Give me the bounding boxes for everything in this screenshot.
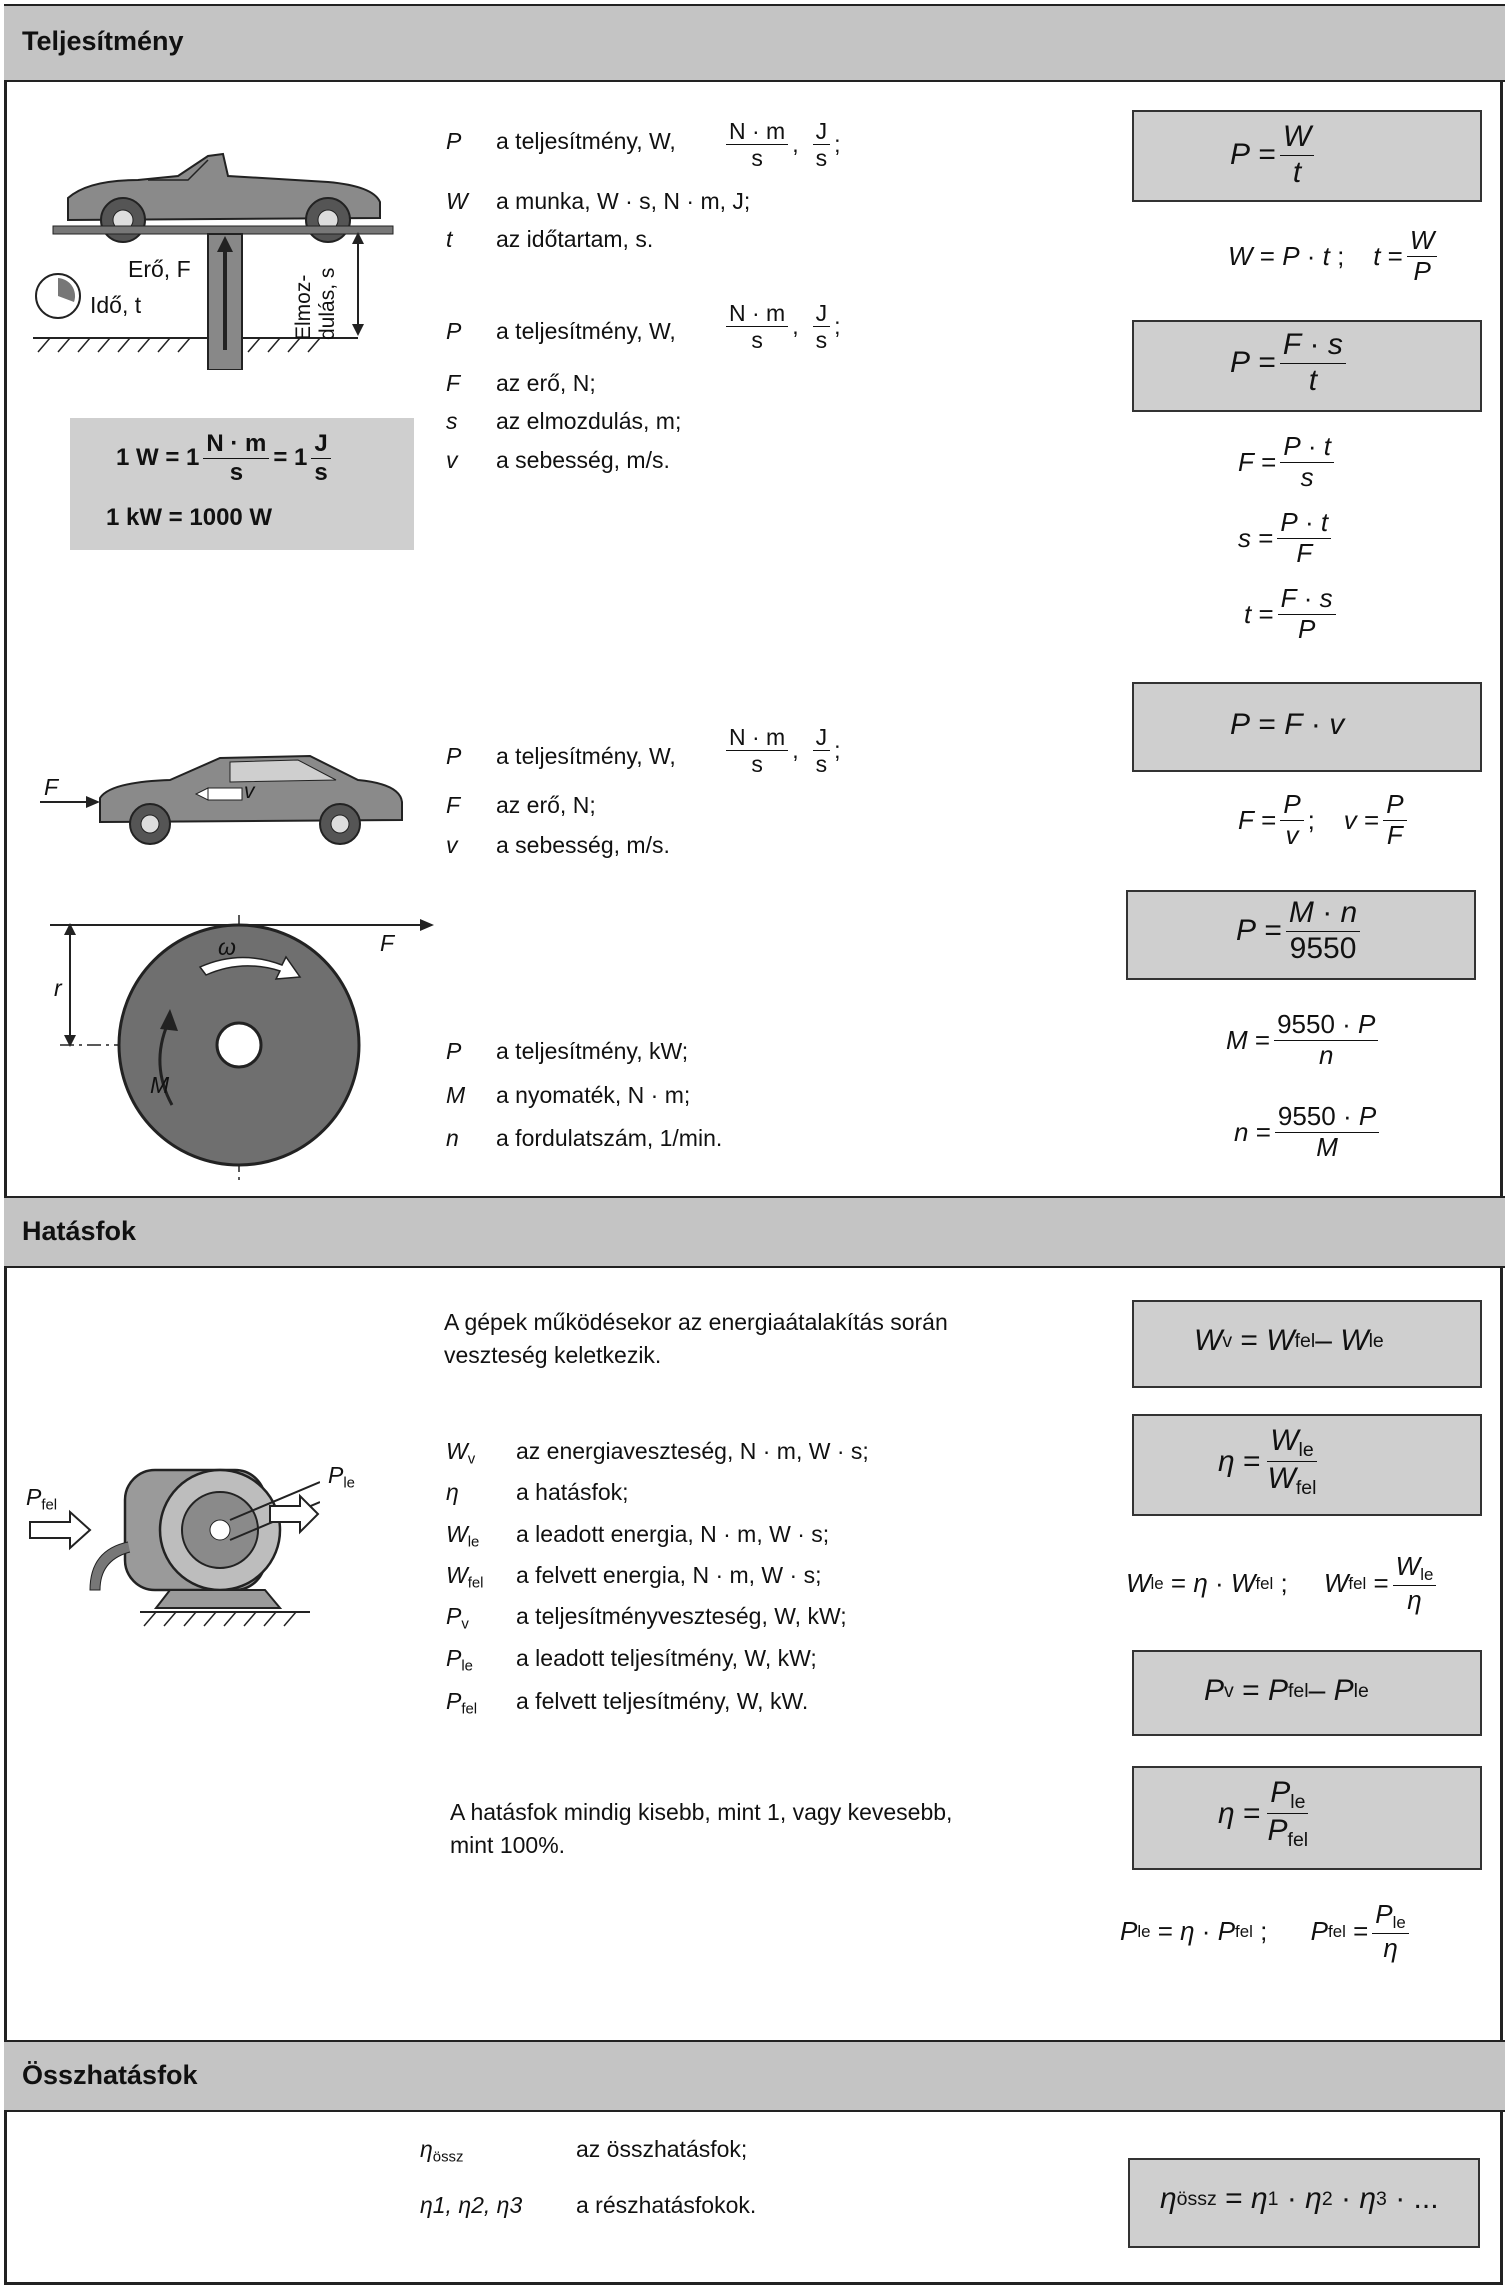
frac-num: J xyxy=(813,300,831,327)
def-symbol: F xyxy=(446,792,461,818)
def-sub: v xyxy=(467,1450,476,1468)
def-symbol: P xyxy=(446,128,462,154)
def-text: a munka, W · s, N · m, J; xyxy=(496,188,751,214)
omega-label: ω xyxy=(218,934,236,960)
def-text: az energiaveszteség, N · m, W · s; xyxy=(516,1438,869,1464)
formula-box-p-mn: P = $\frac{M \cdot n}{9550}$ xyxy=(1126,890,1476,980)
def-text: az erő, N; xyxy=(496,792,596,818)
def-symbol: P xyxy=(446,318,462,344)
def-text: a teljesítmény, W, xyxy=(496,128,676,154)
def-symbol: t xyxy=(446,226,453,252)
p-fel-sub: fel xyxy=(41,1496,58,1514)
frac-end: ; xyxy=(834,313,841,340)
def-text: az elmozdulás, m; xyxy=(496,408,682,434)
frac-num: N · m xyxy=(726,300,788,327)
unit-line-1 xyxy=(116,430,335,486)
def-text: a teljesítmény, kW; xyxy=(496,1038,689,1064)
def-text: az összhatásfok; xyxy=(576,2136,748,2162)
radius-label: r xyxy=(54,975,62,1001)
def-text: a fordulatszám, 1/min. xyxy=(496,1125,723,1151)
frac-den: s xyxy=(815,145,828,172)
formula-box-wv: W v = W fel – W le xyxy=(1132,1300,1482,1388)
frac-den: s xyxy=(751,751,763,778)
def-text: a hatásfok; xyxy=(516,1479,629,1505)
displacement-label-line2: dulás, s xyxy=(316,267,339,340)
moving-car-figure xyxy=(40,740,410,850)
def-symbol: P xyxy=(446,1038,462,1064)
frac-sep: , xyxy=(792,313,799,340)
def-symbol: F xyxy=(446,370,461,396)
def-text: a leadott teljesítmény, W, kW; xyxy=(516,1645,817,1671)
frac-den: s xyxy=(314,458,328,486)
def-symbol: η1, η2, η3 xyxy=(420,2192,523,2218)
def-text: a teljesítmény, W, xyxy=(496,318,676,344)
formula-box-eta-w: η = $\frac{W_{le}}{W_{fel}}$ xyxy=(1132,1414,1482,1516)
p-le-sub: le xyxy=(343,1474,355,1492)
def-symbol: P xyxy=(446,1688,462,1714)
unit-mid: = 1 xyxy=(273,444,308,472)
def-sub: le xyxy=(467,1533,480,1551)
def-text: az erő, N; xyxy=(496,370,596,396)
unit-fraction xyxy=(722,118,841,172)
def-symbol: W xyxy=(446,188,468,214)
formula-m: M = $\frac{9550 \cdot P}{n}$ xyxy=(1226,1010,1382,1071)
hatasfok-note: A hatásfok mindig kisebb, mint 1, vagy kevesebb, mint 100%. xyxy=(450,1799,953,1858)
def-symbol: P xyxy=(446,1603,462,1629)
force-label: F xyxy=(380,930,395,956)
unit-fraction xyxy=(722,300,841,354)
p-fel-sym: P xyxy=(26,1484,42,1510)
time-label: Idő, t xyxy=(90,292,142,318)
formula-w-t: W = P · t ; t = $\frac{W}{P}$ xyxy=(1228,226,1441,287)
def-symbol: W xyxy=(446,1562,468,1588)
motor-figure xyxy=(20,1430,320,1630)
frac-num: N · m xyxy=(203,430,269,459)
section-title: Teljesítmény xyxy=(22,26,184,56)
def-symbol: P xyxy=(446,1645,462,1671)
frac-den: s xyxy=(815,751,828,778)
def-sub: v xyxy=(461,1615,469,1633)
def-sub: le xyxy=(461,1657,473,1675)
formula-box-pv: P v = P fel – P le xyxy=(1132,1650,1482,1736)
def-text: az időtartam, s. xyxy=(496,226,654,252)
formula-box-eta-ossz: η össz = η 1 · η 2 · η 3 · ... xyxy=(1128,2158,1480,2248)
unit-frac-1 xyxy=(203,430,269,486)
formula-f-v: F = $\frac{P}{v}$ ; v = $\frac{P}{F}$ xyxy=(1238,790,1411,851)
frac-end: ; xyxy=(834,131,841,158)
formula-box-p-fv: P = F · v xyxy=(1132,682,1482,772)
section-band-hatasfok xyxy=(4,1196,1505,1268)
formula-wle-wfel: W le = η · W fel ; W fel = $\frac{W_{le}}{\eta}$ xyxy=(1126,1552,1440,1615)
def-text: a sebesség, m/s. xyxy=(496,447,670,473)
frac-num: J xyxy=(813,724,831,751)
def-text: a leadott energia, N · m, W · s; xyxy=(516,1521,830,1547)
def-symbol: v xyxy=(446,447,458,473)
frac-den: s xyxy=(815,327,828,354)
section-title: Hatásfok xyxy=(22,1216,137,1246)
frac-num: J xyxy=(813,118,831,145)
def-sub: fel xyxy=(461,1700,478,1718)
unit-fraction xyxy=(722,724,841,778)
def-symbol: P xyxy=(446,743,462,769)
frac-sep: , xyxy=(792,131,799,158)
def-symbol: s xyxy=(446,408,458,434)
hatasfok-intro: A gépek működésekor az energiaátalakítás során veszteség keletkezik. xyxy=(444,1309,948,1368)
frac-den: s xyxy=(229,458,244,486)
def-symbol: η xyxy=(446,1479,459,1505)
def-sub: össz xyxy=(432,2148,464,2166)
velocity-label: v xyxy=(244,780,255,803)
def-symbol: n xyxy=(446,1125,459,1151)
def-symbol: W xyxy=(446,1521,468,1547)
moment-label: M xyxy=(150,1072,170,1098)
unit-line-2: 1 kW = 1000 W xyxy=(106,504,273,531)
p-fel-label xyxy=(26,1484,57,1513)
formula-box-p-w-t: P = $\frac{W}{t}$ xyxy=(1132,110,1482,202)
unit-lhs: 1 W = 1 xyxy=(116,444,200,472)
frac-num: N · m xyxy=(726,118,788,145)
def-text: a teljesítmény, W, xyxy=(496,743,676,769)
formula-f: F = $\frac{P \cdot t}{s}$ xyxy=(1238,432,1338,493)
def-text: a felvett energia, N · m, W · s; xyxy=(516,1562,822,1588)
formula-box-p-fs-t: P = $\frac{F \cdot s}{t}$ xyxy=(1132,320,1482,412)
def-symbol: η xyxy=(420,2136,433,2162)
frac-den: s xyxy=(751,327,763,354)
def-symbol: v xyxy=(446,832,458,858)
car-lift-figure xyxy=(28,120,428,370)
def-symbol: M xyxy=(446,1082,466,1108)
force-label: Erő, F xyxy=(128,256,191,282)
p-le-sym: P xyxy=(328,1462,344,1488)
p-le-label xyxy=(328,1462,355,1491)
section-title: Összhatásfok xyxy=(22,2060,198,2090)
displacement-label-line1: Elmoz- xyxy=(292,274,315,340)
def-text: a teljesítményveszteség, W, kW; xyxy=(516,1603,847,1629)
def-text: a nyomaték, N · m; xyxy=(496,1082,691,1108)
formula-ple-pfel: P le = η · P fel ; P fel = $\frac{P_{le}}{\eta}$ xyxy=(1120,1900,1413,1963)
formula-box-eta-p: η = $\frac{P_{le}}{P_{fel}}$ xyxy=(1132,1766,1482,1870)
input-power-arrow-icon xyxy=(30,1512,90,1548)
formula-t: t = $\frac{F \cdot s}{P}$ xyxy=(1244,584,1340,645)
section-band-teljesitmeny xyxy=(4,4,1505,82)
def-text: a felvett teljesítmény, W, kW. xyxy=(516,1688,809,1714)
frac-num: N · m xyxy=(726,724,788,751)
def-text: a sebesség, m/s. xyxy=(496,832,670,858)
section-band-osszhatasfok xyxy=(4,2040,1505,2112)
unit-frac-2 xyxy=(311,430,330,486)
frac-num: J xyxy=(311,430,330,459)
frac-end: ; xyxy=(834,737,841,764)
unit-box xyxy=(70,418,414,550)
frac-sep: , xyxy=(792,737,799,764)
formula-n: n = $\frac{9550 \cdot P}{M}$ xyxy=(1234,1102,1383,1163)
displacement-label xyxy=(292,268,340,340)
def-text: a részhatásfokok. xyxy=(576,2192,757,2218)
frac-den: s xyxy=(751,145,763,172)
def-sub: fel xyxy=(467,1574,484,1592)
force-label: F xyxy=(44,774,59,800)
formula-s: s = $\frac{P \cdot t}{F}$ xyxy=(1238,508,1335,569)
def-symbol: W xyxy=(446,1438,468,1464)
